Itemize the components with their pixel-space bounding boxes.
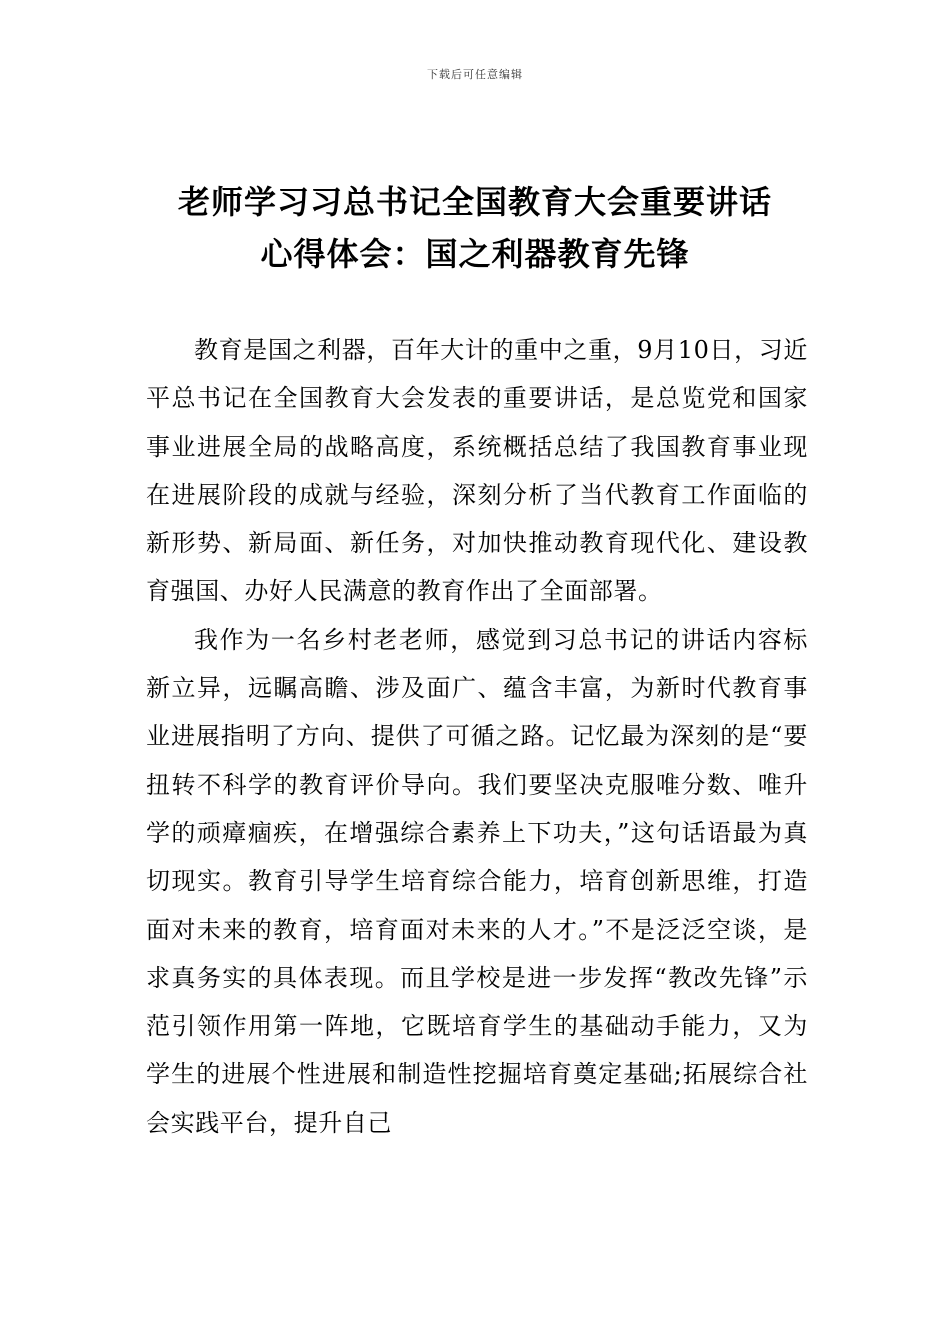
title-line-1: 老师学习习总书记全国教育大会重要讲话 xyxy=(177,183,772,221)
paragraph-2: 我作为一名乡村老老师，感觉到习总书记的讲话内容标新立异，远瞩高瞻、涉及面广、蕴含丰富，为新时代教育事业进展指明了方向、提供了可循之路。记忆最为深刻的是“要扭转不科学的教育评价导向。我们要坚决克服唯分数、唯升学的顽瘴痼疾，在增强综合素养上下功夫，”这句话语最为真切现实。教育引导学生培育综合能力，培育创新思维，打造面对未来的教育，培育面对未来的人才。”不是泛泛空谈，是求真务实的具体表现。而且学校是进一步发挥“教改先锋”示范引领作用第一阵地，它既培育学生的基础动手能力，又为学生的进展个性进展和制造性挖掘培育奠定基础;拓展综合社会实践平台，提升自己 xyxy=(146,625,808,1137)
title-line-2: 心得体会：国之利器教育先锋 xyxy=(260,235,690,273)
paragraph-1: 教育是国之利器，百年大计的重中之重，9月10日，习近平总书记在全国教育大会发表的重要讲话，是总览党和国家事业进展全局的战略高度，系统概括总结了我国教育事业现在进展阶段的成就与经验，深刻分析了当代教育工作面临的新形势、新局面、新任务，对加快推动教育现代化、建设教育强国、办好人民满意的教育作出了全面部署。 xyxy=(146,336,808,606)
header-note: 下载后可任意编辑 xyxy=(427,68,523,81)
document-body xyxy=(146,326,808,1147)
document-title xyxy=(120,176,830,280)
